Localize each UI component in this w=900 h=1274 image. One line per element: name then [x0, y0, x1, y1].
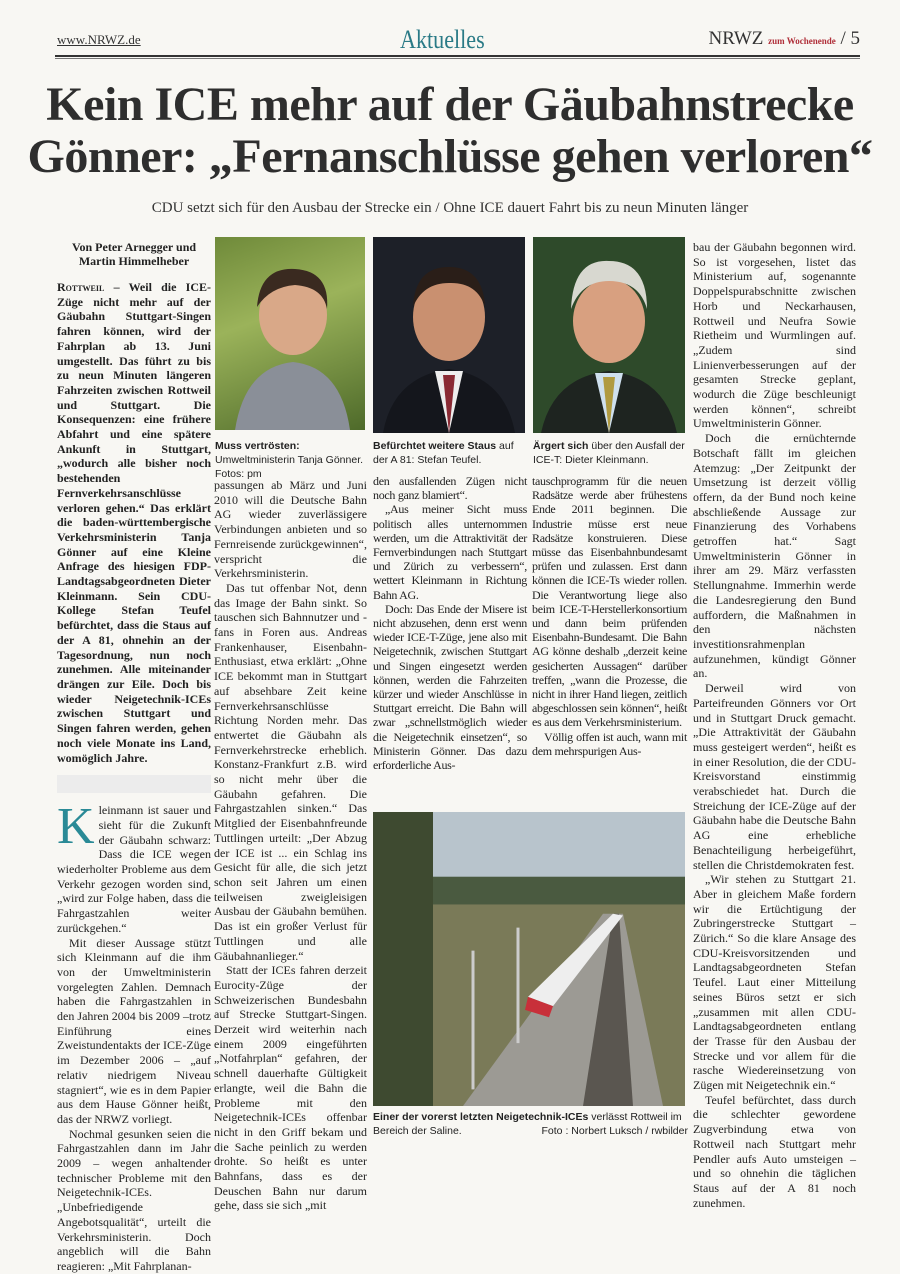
- header-rule: [55, 55, 860, 59]
- caption-bold: Ärgert sich: [533, 440, 589, 452]
- headline-line-2: Gönner: „Fernanschlüsse gehen verloren“: [27, 130, 873, 183]
- paragraph-text: leinmann ist sauer und sieht für die Zukunft der Gäubahn schwarz: Dass die ICE wegen wiederholter Probleme aus dem Verkehr gezogen worden sind, „wird zur Folge haben, dass die Fahrgastzahlen weiter zurückgehen.“: [57, 803, 211, 935]
- caption-text: verlässt Rottweil im Bereich der Saline.: [373, 1111, 682, 1137]
- caption-photo-3: [533, 439, 687, 467]
- paragraph: den ausfallenden Zügen nicht noch ganz blamiert“.: [373, 474, 527, 503]
- paragraph: Doch: Das Ende der Misere ist nicht abzusehen, denn erst wenn wieder ICE-T-Züge, jene also mit Neigetechnik, zwischen Stuttgart und Singen eingesetzt werden können, werden die Fahrzeiten kürzer und wieder Anschlüsse in Stuttgart erreicht. Die Bahn will zwar „schnellstmöglich wieder die Neigetechnik einsetzen“, so Ministerin Gönner. Das dazu erforderliche Aus-: [373, 601, 527, 773]
- dateline: Rottweil: [57, 280, 105, 294]
- caption-text: über den Ausfall der ICE-T: Dieter Kleinmann.: [533, 440, 685, 466]
- site-url: www.NRWZ.de: [57, 32, 141, 47]
- portrait-man-image: [533, 237, 685, 433]
- portrait-man-image: [373, 237, 525, 433]
- paragraph: „Aus meiner Sicht muss politisch alles unternommen werden, um die Attraktivität der Fernverbindungen nach Stuttgart und Zürich zu verbessern“, wettert Kleinmann in Richtung Bahn AG.: [373, 502, 527, 602]
- paragraph: Nochmal gesunken seien die Fahrgastzahlen dann im Jahr 2009 – wegen anhaltender technischer Probleme mit den Neigetechnik-ICEs. „Unbefriedigende Angebotsqualität“, urteilt die Verkehrsministerin. Doch angeblich will die Bahn reagieren: „Mit Fahrplanan-: [57, 1126, 211, 1273]
- drop-cap: K: [57, 798, 95, 856]
- column-5: [693, 240, 856, 1210]
- paragraph: Derweil wird von Parteifreunden Gönners vor Ort und in Stuttgart Druck gemacht. „Die Attraktivität der Gäubahn muss gesteigert werden“, heißt es in einer Resolution, die der CDU-Kreisvorstand einstimmig verabschiedet hat. Durch die Streichung der ICE-Züge auf der Gäubahn habe die Deutsche Bahn AG eine erhebliche Benachteiligung herbeigeführt, stellen die Christdemokraten fest.: [693, 681, 856, 872]
- paragraph: Völlig offen ist auch, wann mit dem mehrspurigen Aus-: [532, 729, 687, 758]
- caption-bold: Befürchtet weitere Staus: [373, 440, 497, 452]
- lead-text: – Weil die ICE-Züge nicht mehr auf der Gäubahn Stuttgart-Singen fahren können, wird der Fahrplan ab 13. Juni umgestellt. Das führt zu bis zu neun Minuten längeren Fahrzeiten zwischen Rottweil und Stuttgart. Die Konsequenzen: eine frühere Abfahrt und eine spätere Ankunft in Stuttgart, „wodurch alle bisher noch bestehenden Fernverkehrsanschlüsse verloren gehen.“ Das erklärt die baden-württembergische Verkehrsministerin Tanja Gönner auf eine Kleine Anfrage des hiesigen FDP-Landtagsabgeordneten Dieter Kleinmann. Sein CDU-Kollege Stefan Teufel befürchtet, dass die Staus auf der A 81, ohnehin an der Tagesordnung, nun noch zunehmen. Alle miteinander drängen zur Eile. Doch bis wieder Neigetechnik-ICEs zwischen Stuttgart und Singen fahren werden, gehen noch viele Monate ins Land, womöglich Jahre.: [57, 280, 211, 765]
- caption-text: auf der A 81: Stefan Teufel.: [373, 440, 514, 466]
- brand: [708, 28, 860, 50]
- paragraph: Doch die ernüchternde Botschaft fällt im gleichen Atemzug: „Der Zeitpunkt der Umsetzung ist derzeit völlig offern, da der Bund noch keine abschließende Aussage zur Finanzierung des Vorhabens getroffen hat.“ Sagt Umweltministerin Gönner in ihrer am 29. März verfassten Stellungnahme. Immerhin werde die Landesregierung den Bund auffordern, die Maßnahmen in den nächsten investitionsrahmenplan aufzunehmen, kündigt Gönner an.: [693, 431, 856, 681]
- column-3: [373, 474, 527, 772]
- paragraph: Teufel befürchtet, dass durch die schlechter gewordene Zugverbindung etwa von Rottweil nach Stuttgart mehr Pendler aufs Auto umsteigen – und so ohnehin die täglichen Staus auf der A 81 noch zunehmen.: [693, 1092, 856, 1210]
- paragraph: [57, 798, 211, 935]
- paragraph: Statt der ICEs fahren derzeit Eurocity-Züge der Schweizerischen Bundesbahn auf Strecke Stuttgart-Singen. Derzeit wird weiterhin nach einem 2009 eingeführten „Notfahrplan“ gefahren, der schnell dauerhafte Gültigkeit erlangte, weil die Bahn die Probleme mit den Neigetechnik-ICEs offenbar nicht in den Griff bekam und die Sache peinlich zu werden drohte. So heißt es unter Bahnfans, dass es der Deuschen Bahn nur darum gehe, dass sie sich „mit: [214, 963, 367, 1213]
- page-number: / 5: [840, 28, 860, 49]
- train-landscape-image: [373, 812, 685, 1106]
- brand-name: NRWZ: [708, 28, 764, 49]
- photo-teufel: [373, 237, 525, 433]
- column-1: [57, 240, 211, 1274]
- caption-bold: Muss vertrösten:: [215, 440, 300, 452]
- paragraph: bau der Gäubahn begonnen wird. So ist vorgesehen, listet das Ministerium auf, sogenannte Doppelspurabschnitte zwischen Horb und Neckarhausen, Rottweil und Neufra Sowie Rietheim und Wurmlingen auf. „Zudem sind Linienverbesserungen auf der gesamten Strecke geplant, wodurch die Züge beschleunigt werden können“, schreibt Umweltministerin Gönner.: [693, 240, 856, 431]
- paragraph: Das tut offenbar Not, denn das Image der Bahn sinkt. So tauschen sich Bahnnutzer und -fans in Foren aus. Andreas Frankenhauser, Eisenbahn-Enthusiast, etwa erklärt: „Ohne ICE bekommt man in Stuttgart auf absehbare Zeit keine Fernverkehrsanschlüsse Richtung Norden mehr. Das entwertet die Gäubahn als Fernverkehrstrecke erheblich. Konstanz-Frankfurt z.B. wird so nicht mehr über die Gäubahn gefahren. Die Fahrgastzahlen sinken.“ Das Mitglied der Eisenbahnfreunde Tuttlingen urteilt: „Der Abzug der ICE ist ... ein Schlag ins Gesicht für alle, die sich jetzt schon seit Jahren um einen teilweisen zweigleisigen Ausbau der Gäubahn bemühen. Das ist ein großer Verlust für Tuttlingen und alle Gäubahnanlieger.“: [214, 580, 367, 963]
- section-title: Aktuelles: [400, 25, 485, 54]
- paragraph: tauschprogramm für die neuen Radsätze werde aber frühestens Ende 2011 beginnen. Die Industrie müsse erst neue Radsätze konstruieren. Diese müsse das Eisenbahnbundesamt prüfen und zulassen. Erst dann können die ICE-Ts wieder rollen. Die Verantwortung liege also beim ICE-T-Herstellerkonsortium und dann beim prüfenden Eisenbahn-Bundesamt. Die Bahn AG könne deshalb „derzeit keine gesicherten Aussagen“ darüber treffen, „wann die Prozesse, die nicht in ihrer Hand liegen, zeitlich abgeschlossen sein können“, heißt es aus dem Verkehrsministerium.: [532, 474, 687, 730]
- caption-bold: Einer der vorerst letzten Neigetechnik-ICEs: [373, 1111, 589, 1123]
- caption-train: [373, 1110, 688, 1138]
- paragraph: passungen ab März und Juni 2010 will die Deutsche Bahn AG wieder zuverlässigere Verbindungen anbieten und so Fernreisende zurückgewinnen“, verspricht die Verkehrsministerin.: [214, 478, 367, 581]
- headline-line-1: Kein ICE mehr auf der Gäubahnstrecke: [46, 78, 854, 131]
- subtitle: CDU setzt sich für den Ausbau der Strecke ein / Ohne ICE dauert Fahrt bis zu neun Minuten länger: [151, 200, 749, 216]
- column-2: [214, 478, 367, 1213]
- brand-sub: zum Wochenende: [768, 36, 836, 46]
- caption-photo-1: [215, 439, 367, 481]
- lead-paragraph: [57, 280, 211, 765]
- portrait-woman-image: [215, 237, 365, 430]
- photo-credit: Foto : Norbert Luksch / rwbilder: [541, 1125, 688, 1137]
- caption-photo-2: [373, 439, 527, 467]
- divider: [57, 775, 211, 793]
- paragraph: Mit dieser Aussage stützt sich Kleinmann auf die ihm von der Umweltministerin vorgelegten Zahlen. Demnach haben die Fahrgastzahlen in den Jahren 2004 bis 2009 –trotz Einführung eines Zweistundentakts der ICE-Züge im Dezember 2006 – „auf relativ niedrigem Niveau stagniert“, wie es in dem Papier aus dem Hause Gönner heißt, das der NRWZ vorliegt.: [57, 935, 211, 1126]
- column-4: [532, 474, 687, 758]
- paragraph: „Wir stehen zu Stuttgart 21. Aber in gleichem Maße fordern wir die Ertüchtigung der Zubringerstrecke Stuttgart – Zürich.“ So die klare Ansage des CDU-Kreisvorsitzenden und Landtagsabgeordneten Stefan Teufel. Laut einer Mitteilung seines Büros setzt er sich „zusammen mit allen CDU-Landtagsabgeordneten entlang der Trasse für den Ausbau der Strecke und vor allem für die rasche Wiedereinsetzung von Zügen mit Neigetechnik ein.“: [693, 872, 856, 1093]
- caption-text: Umweltministerin Tanja Gönner. Fotos: pm: [215, 454, 364, 480]
- photo-goenner: [215, 237, 365, 430]
- byline: Von Peter Arnegger und Martin Himmelheber: [71, 240, 197, 268]
- photo-train: [373, 812, 685, 1106]
- photo-kleinmann: [533, 237, 685, 433]
